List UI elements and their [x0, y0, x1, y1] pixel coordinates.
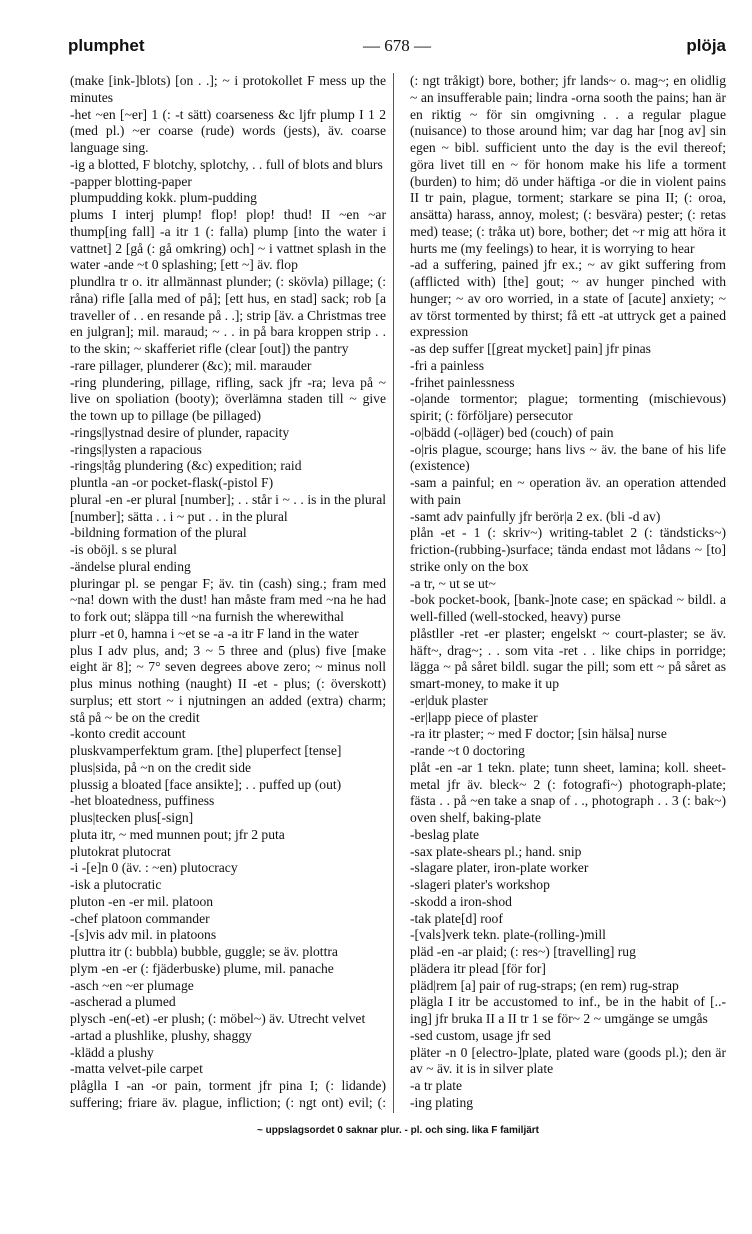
- dictionary-entry: -o|bädd (-o|läger) bed (couch) of pain: [410, 424, 614, 440]
- dictionary-entry: -matta velvet-pile carpet: [70, 1061, 203, 1077]
- dictionary-entry: -o|ande tormentor; plague; tormenting (mischievous) spirit; (: förföljare) persecutor: [410, 391, 726, 423]
- dictionary-entry: -ra itr plaster; ~ med F doctor; [sin hälsa] nurse: [410, 726, 667, 742]
- dictionary-entry: -tak plate[d] roof: [410, 910, 503, 926]
- dictionary-entry: -ig a blotted, F blotchy, splotchy, . . full of blots and blurs: [70, 156, 383, 172]
- dictionary-entry: -rings|tåg plundering (&c) expedition; raid: [70, 458, 302, 474]
- dictionary-entry: -sed custom, usage jfr sed: [410, 1027, 551, 1043]
- dictionary-entry: -o|ris plague, scourge; hans livs ~ äv. the bane of his life (existence): [410, 441, 726, 474]
- dictionary-entry: -asch ~en ~er plumage: [70, 977, 194, 993]
- dictionary-entry: -bildning formation of the plural: [70, 525, 247, 541]
- dictionary-entry: -beslag plate: [410, 826, 480, 842]
- page-number: — 678 —: [363, 36, 431, 55]
- header-left-word: plumphet: [68, 36, 145, 55]
- right-column: [410, 73, 726, 1113]
- dictionary-entry: -bok pocket-book, [bank-]note case; en späckad ~ bildl. a well-filled (well-stocked, heavy) purse: [410, 592, 726, 624]
- dictionary-entry: -klädd a plushy: [70, 1044, 154, 1060]
- footer-legend: ~ uppslagsordet 0 saknar plur. - pl. och sing. lika F familjärt: [256, 1125, 540, 1136]
- dictionary-entry: -a tr plate: [410, 1078, 463, 1093]
- dictionary-entry: -chef platoon commander: [70, 910, 210, 926]
- dictionary-entry: -rings|lystnad desire of plunder, rapacity: [70, 424, 290, 440]
- dictionary-entry: plägla I itr be accustomed to inf., be in the habit of [..-ing] jfr bruka II a II tr 1 se för~ 2 ~ umgänge se umgås: [410, 994, 726, 1026]
- dictionary-entry: plåglla I -an -or pain, torment jfr pina I; (: lidande) suffering; friare äv. plague, infliction; (: ngt ont) evil; (:: [70, 1078, 386, 1110]
- dictionary-entry: pläd|rem [a] pair of rug-straps; (en rem) rug-strap: [410, 977, 679, 993]
- dictionary-entry: -het ~en [~er] 1 (: -t sätt) coarseness &c ljfr plump I 1 2 (med pl.) ~er coarse (rude) words (jests), äv. coarse language sing.: [70, 106, 386, 155]
- dictionary-entry: plus|tecken plus[-sign]: [70, 810, 194, 825]
- dictionary-entry: plundlra tr o. itr allmännast plunder; (: skövla) pillage; (: råna) rifle [alla med of på]; [ett hus, en stad] sack; rob [a traveller of . . en resande på . .]; strip [äv. a Christmas tree en julgran]; mil. maraud; ~ . . in på bara kroppen strip . . to the skin; ~ skafferiet rifle (clear [out]) the pantry: [70, 274, 386, 356]
- dictionary-entry: pluringar pl. se pengar F; äv. tin (cash) sing.; fram med ~na! down with the dust! han måste fram med ~na he had to fork out; släppa till ~na furnish the wherewithal: [70, 575, 386, 624]
- dictionary-entry: pluton -en -er mil. platoon: [70, 893, 214, 909]
- dictionary-entry: plussig a bloated [face ansikte]; . . puffed up (out): [70, 776, 342, 792]
- dictionary-entry: -a tr, ~ ut se ut~: [410, 575, 496, 591]
- dictionary-entry: -i -[e]n 0 (äv. : ~en) plutocracy: [70, 860, 238, 876]
- left-column: [70, 73, 386, 1113]
- dictionary-entry: plån -et - 1 (: skriv~) writing-tablet 2 (: tändsticks~) friction-(rubbing-)surface; tända endast mot lådans ~ [to] strike only on the box: [410, 525, 726, 574]
- dictionary-entry: plums I interj plump! flop! plop! thud! II ~en ~ar thump[ing fall] -a itr 1 (: falla) plump [into the water i vattnet] 2 [gå (: gå omkring) och] ~ i vattnet splash in the water -ande ~t 0 splashing; [ett ~] äv. flop: [70, 207, 386, 273]
- dictionary-entry: -fri a painless: [410, 357, 484, 373]
- dictionary-entry: plurr -et 0, hamna i ~et se -a -a itr F land in the water: [70, 625, 359, 641]
- dictionary-entry: -het bloatedness, puffiness: [70, 793, 215, 809]
- dictionary-entry: -er|duk plaster: [410, 692, 488, 708]
- dictionary-entry: pluta itr, ~ med munnen pout; jfr 2 puta: [70, 826, 285, 842]
- dictionary-entry: -ing plating: [410, 1094, 474, 1110]
- dictionary-entry: -ring plundering, pillage, rifling, sack jfr -ra; leva på ~ live on spoliation (booty); överlämna staden till ~ give the town up to pillage (be pillaged): [70, 374, 386, 423]
- dictionary-entry: -[vals]verk tekn. plate-(rolling-)mill: [410, 927, 606, 943]
- dictionary-entry: [410, 1112, 726, 1114]
- dictionary-entry: -ad a suffering, pained jfr ex.; ~ av gikt suffering from (afflicted with) [the] gout; ~ av hunger pinched with hunger; ~ av oro worried, in a state of [acute] anxiety; ~ av törst tormented by thirst; få ett -at uttryck get a pained expression: [410, 257, 726, 340]
- dictionary-entry: plus I adv plus, and; 3 ~ 5 three and (plus) five [make eight är 8]; ~ 7° seven degrees above zero; ~ minus noll plus minus nothing (naught) II -et - plus; (: överskott) surplus; ett stort ~ i njutningen an added (extra) charm; stå på ~ be on the credit: [70, 642, 386, 725]
- dictionary-entry: plåstller -ret -er plaster; engelskt ~ court-plaster; se äv. häft~, drag~; . . som vita -ret . . like chips in porridge; lägga ~ på såret bildl. sugar the pill; som ett ~ på såret as smart-money, to make it up: [410, 625, 726, 691]
- dictionary-entry: plus|sida, på ~n on the credit side: [70, 759, 252, 775]
- dictionary-entry: -ascherad a plumed: [70, 994, 176, 1010]
- dictionary-entry: -as dep suffer [[great mycket] pain] jfr pinas: [410, 341, 651, 356]
- dictionary-entry: -slageri plater's workshop: [410, 877, 550, 892]
- dictionary-entry: -samt adv painfully jfr berör|a 2 ex. (bli -d av): [410, 508, 661, 524]
- dictionary-entry: -skodd a iron-shod: [410, 893, 512, 909]
- dictionary-entry: -is oböjl. s se plural: [70, 542, 177, 557]
- dictionary-entry: plumpudding kokk. plum-pudding: [70, 190, 257, 206]
- dictionary-entry: plysch -en(-et) -er plush; (: möbel~) äv. Utrecht velvet: [70, 1011, 366, 1026]
- dictionary-entry: (: ngt tråkigt) bore, bother; jfr lands~ o. mag~; en olidlig ~ an insufferable pain; lindra -orna sooth the pains; han är en riktig ~ för sin omgivning . . a regular plague (nuisance) to those around him; var dag har [nog av] sin egen ~ bibl. sufficient unto the day is the evil thereof; göra livet till en ~ för honom make his life a torment (burden) to him; dö under häftiga -or die in violent pains II tr pain, plague, torment; starkare se pina II; (: oroa, ansätta) harass, annoy, molest; (: besvära) pester; (: retas med) tease; (: tråka ut) bore, bother; det ~r mig att höra it hurts me (my feelings) to hear, it is worrying to hear: [410, 73, 726, 256]
- dictionary-entry: pläd -en -ar plaid; (: res~) [travelling] rug: [410, 944, 636, 959]
- dictionary-entry: pluntla -an -or pocket-flask(-pistol F): [70, 475, 274, 490]
- page-header: [68, 36, 726, 60]
- dictionary-entry: -er|lapp piece of plaster: [410, 709, 538, 725]
- dictionary-entry: -rare pillager, plunderer (&c); mil. marauder: [70, 357, 312, 373]
- dictionary-entry: -frihet painlessness: [410, 374, 515, 390]
- dictionary-entry: pläter -n 0 [electro-]plate, plated ware (goods pl.); den är av ~ äv. it is in silver plate: [410, 1044, 726, 1077]
- column-divider: [393, 73, 394, 1113]
- dictionary-entry: -sam a painful; en ~ operation äv. an operation attended with pain: [410, 475, 726, 507]
- dictionary-entry: -papper blotting-paper: [70, 173, 192, 189]
- dictionary-entry: -ändelse plural ending: [70, 558, 191, 574]
- dictionary-entry: -sax plate-shears pl.; hand. snip: [410, 843, 582, 859]
- dictionary-entry: (make [ink-]blots) [on . .]; ~ i protokollet F mess up the minutes: [70, 73, 386, 105]
- dictionary-entry: -slagare plater, iron-plate worker: [410, 860, 589, 876]
- dictionary-entry: -isk a plutocratic: [70, 877, 162, 892]
- dictionary-entry: plural -en -er plural [number]; . . står i ~ . . is in the plural [number]; sätta . . i ~ put . . in the plural: [70, 491, 386, 524]
- dictionary-entry: pluttra itr (: bubbla) bubble, guggle; se äv. plottra: [70, 944, 338, 959]
- dictionary-entry: -[s]vis adv mil. in platoons: [70, 927, 217, 943]
- dictionary-entry: -konto credit account: [70, 726, 186, 742]
- dictionary-entry: -rings|lysten a rapacious: [70, 441, 202, 457]
- header-right-word: plöja: [686, 36, 726, 55]
- dictionary-entry: -artad a plushlike, plushy, shaggy: [70, 1027, 252, 1043]
- dictionary-entry: plåt -en -ar 1 tekn. plate; tunn sheet, lamina; koll. sheet-metal jfr äv. bleck~ 2 (: fotografi~) photograph-plate; fästa . . på ~en take a snap of . ., photograph . . 3 (: bak~) oven shelf, baking-plate: [410, 759, 726, 825]
- dictionary-entry: pluskvamperfektum gram. [the] pluperfect [tense]: [70, 743, 342, 758]
- dictionary-entry: -rande ~t 0 doctoring: [410, 743, 525, 758]
- dictionary-entry: plym -en -er (: fjäderbuske) plume, mil. panache: [70, 960, 334, 976]
- dictionary-entry: plädera itr plead [för for]: [410, 960, 546, 976]
- dictionary-entry: plutokrat plutocrat: [70, 843, 171, 859]
